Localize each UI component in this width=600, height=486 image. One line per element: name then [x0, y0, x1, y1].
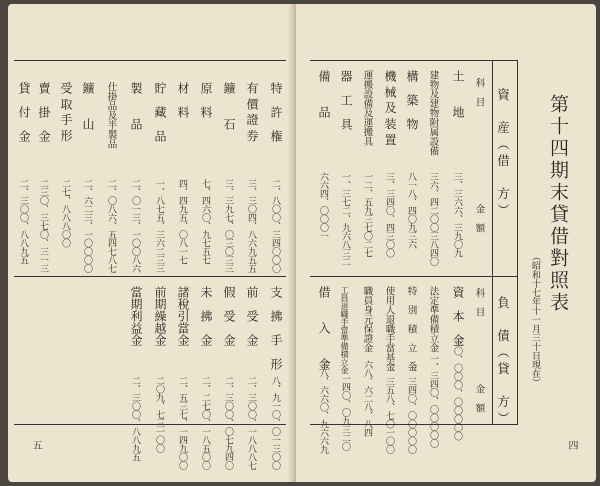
page-number-right: 四: [566, 440, 577, 450]
asset-name-l6: 製 品: [129, 82, 143, 130]
asset-amount-r5: 一、三七二、九六八三二: [340, 172, 350, 266]
liab-name-l1: 前 受 金: [245, 286, 259, 346]
asset-amount-l1: 三、三〇四、八六九五五: [246, 179, 256, 273]
liab-name-l5: 前期繰越金: [153, 286, 167, 346]
liab-amount-l4: 二、五三七、一四九〇〇: [177, 376, 187, 470]
asset-amount-l5: 一、八七五、三六二三三: [154, 179, 164, 273]
asset-amount-r3: 三、三四〇、四三〇〇: [384, 172, 394, 257]
asset-name-l0: 特 許 権: [269, 82, 283, 142]
liab-name-r6: 借 入 金: [317, 286, 331, 370]
asset-amount-r2: 八一八、四〇九三六: [406, 172, 416, 249]
asset-amount-r6: 六六四、〇〇〇一: [318, 172, 328, 240]
asset-name-r0: 土 地: [451, 70, 465, 118]
rule-middle: [310, 276, 518, 277]
asset-amount-l4: 四、四九五、〇八一七: [177, 179, 187, 264]
assets-col-item: 科 目: [473, 78, 485, 107]
asset-amount-r4: 一二、五九三七〇二七: [362, 172, 372, 257]
asset-name-l9: 受 取 手 形: [59, 82, 73, 142]
liab-amount-l6: 二、三〇〇、八八九五: [130, 376, 140, 461]
liab-amount-l2: 二、三〇〇、〇七九四〇: [223, 376, 233, 470]
rule-middle: [14, 276, 286, 277]
asset-amount-l11: 二、三〇〇、八八九五: [18, 179, 28, 264]
assets-section-label: 資 産（借 方）: [495, 88, 511, 220]
liab-name-l3: 未 拂 金: [199, 286, 213, 346]
asset-name-l11: 貸 付 金: [17, 82, 31, 142]
asset-name-l7: 仕掛品及半製品: [105, 82, 117, 149]
liab-name-r5: 工員退職手當準備積立金: [340, 286, 349, 374]
liab-name-r3: 使用人退職手當基金: [383, 286, 395, 372]
asset-amount-l2: 三、三九七、〇三〇三三: [223, 179, 233, 273]
liab-amount-l0: 八、九一〇、〇一三〇〇: [270, 376, 280, 470]
rule-top: [14, 60, 286, 61]
liab-name-r1: 法定準備積立金: [427, 286, 439, 353]
asset-name-r2: 構 築 物: [405, 70, 419, 130]
asset-name-l10: 賣 掛 金: [37, 82, 51, 142]
page-number-left: 五: [30, 440, 41, 450]
header-divider: [492, 60, 493, 424]
asset-amount-l6: 二、〇一三、一〇〇八六: [130, 179, 140, 273]
asset-name-l4: 材 料: [176, 82, 190, 118]
liab-name-r0: 資 本 金: [451, 286, 465, 346]
liab-amount-l1: 二、三〇〇、一八八八七: [246, 376, 256, 470]
liab-name-r2: 特 別 積 立 金: [405, 286, 417, 372]
liab-amount-r1: 一、三四〇、〇〇〇〇〇: [428, 354, 438, 448]
liab-name-l2: 假 受 金: [222, 286, 236, 346]
liab-name-l0: 支 拂 手 形: [269, 286, 283, 370]
asset-name-l2: 鑛 石: [222, 82, 236, 130]
asset-name-r1: 建物及建物附属設備: [427, 70, 439, 156]
asset-amount-l0: 二、八〇〇、三四〇〇〇: [270, 179, 280, 273]
asset-amount-l10: 二三〇、三七〇、三一三: [38, 179, 48, 273]
liab-col-amount: 金 額: [473, 384, 485, 413]
liab-amount-l3: 二、二七〇、一八五〇〇: [200, 376, 210, 470]
liabilities-section-label: 負 債（貸 方）: [495, 296, 511, 428]
liab-amount-r5: 一四〇、〇九三二〇: [340, 374, 350, 451]
asset-name-r3: 機 械 及 装 置: [383, 70, 397, 146]
asset-name-l8: 鑛 山: [81, 82, 95, 130]
frame-right: [517, 60, 518, 424]
asset-amount-l8: 二、六二三、一〇〇〇〇: [82, 179, 92, 273]
liab-name-l4: 諸稅引當金: [176, 286, 190, 346]
liab-name-l6: 當期利益金: [129, 286, 143, 346]
asset-amount-l3: 七、四六〇、九七五七: [200, 179, 210, 264]
right-page: [296, 4, 596, 482]
liab-name-r4: 職員身元保證金: [361, 286, 373, 353]
date-note: （昭和十七年十一月三十日現在）: [530, 252, 540, 387]
asset-name-l3: 原 料: [199, 82, 213, 118]
asset-name-l1: 有 價 證 券: [245, 82, 259, 142]
liab-amount-r4: 六八、六二八、八四: [362, 360, 372, 437]
rule-top: [310, 60, 518, 61]
asset-amount-l9: 二七、八八八〇〇: [60, 179, 70, 247]
left-page: [8, 4, 294, 482]
asset-name-r6: 備 品: [317, 70, 331, 118]
liab-amount-r2: 二、三四〇、〇〇〇〇〇: [406, 360, 416, 454]
asset-name-r4: 運搬設備及運搬具: [361, 70, 373, 146]
liab-amount-r3: 一、三五八、七〇一〇〇: [384, 360, 394, 454]
page-title: 第十四期末貸借對照表: [547, 94, 569, 314]
asset-amount-r1: 三六、四二〇〇三八四〇: [428, 172, 438, 266]
asset-name-l5: 貯 藏 品: [153, 82, 167, 142]
liab-amount-r6: 三八、六六〇、九六六九: [318, 360, 328, 454]
liab-amount-r0: 三〇、〇〇〇、〇〇〇〇〇: [452, 338, 462, 440]
liab-amount-l5: 二〇九、七三一〇〇: [154, 376, 164, 453]
liab-col-item: 科 目: [473, 288, 485, 317]
asset-name-r5: 器 工 具: [339, 70, 353, 130]
asset-amount-l7: 二、〇八六、五四七八七: [106, 179, 116, 273]
assets-col-amount: 金 額: [473, 204, 485, 233]
asset-amount-r0: 三、三六六、三九〇九: [452, 172, 462, 257]
